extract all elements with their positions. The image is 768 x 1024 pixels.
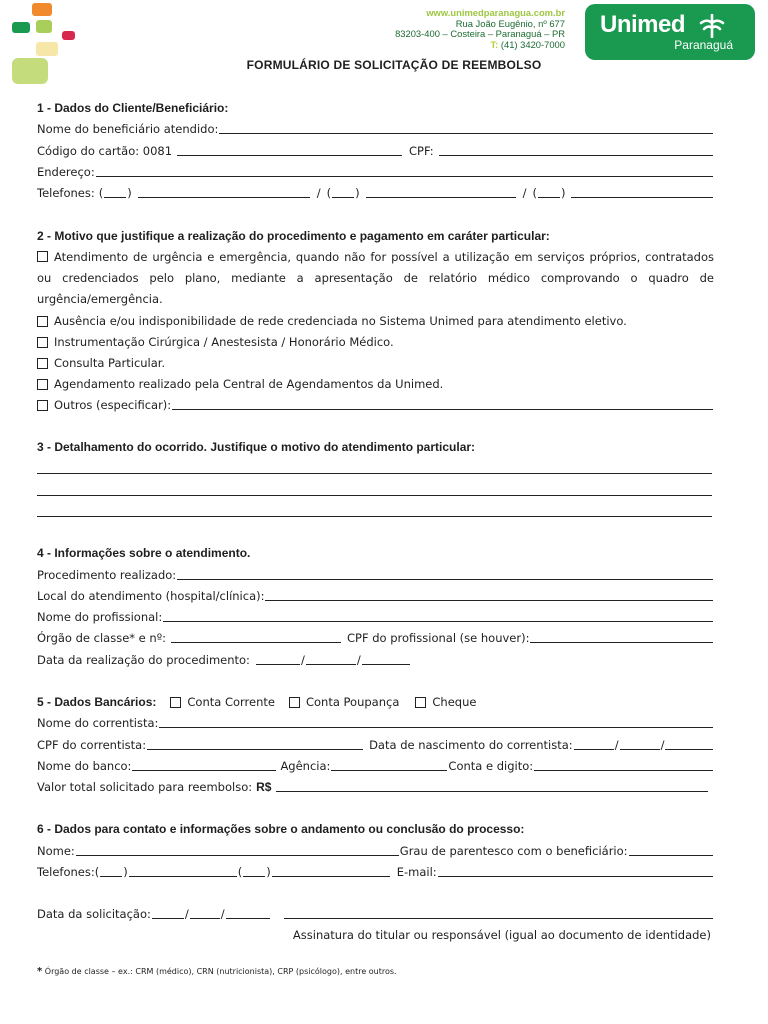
unimed-tree-icon (699, 14, 725, 38)
footnote (37, 966, 397, 977)
professional-cpf-label: CPF do profissional (se houver): (347, 631, 530, 645)
reason-5-label: Agendamento realizado pela Central de Agendamentos da Unimed. (54, 377, 444, 391)
request-date-row (37, 907, 714, 921)
paren-open: ( (237, 865, 243, 879)
holder-cpf-birth-row (37, 738, 714, 752)
phones-label: Telefones: (37, 186, 95, 200)
slash: / (660, 738, 665, 752)
details-line-2[interactable] (37, 495, 712, 496)
professional-row (37, 610, 714, 624)
reason-other-field[interactable] (172, 399, 713, 410)
bank-details-row (37, 759, 714, 773)
contact-name-row (37, 844, 714, 858)
section-2-title: 2 - Motivo que justifique a realização do procedimento e pagamento em caráter particular: (37, 229, 550, 243)
header-phone: (41) 3420-7000 (500, 38, 565, 50)
section-1-heading (37, 101, 714, 115)
phone2-ddd-field[interactable] (332, 187, 354, 198)
account-savings-checkbox[interactable] (289, 697, 300, 708)
slash: / (356, 653, 361, 667)
phone1-ddd-field[interactable] (104, 187, 126, 198)
reason-option-3 (37, 335, 714, 349)
reason-2-checkbox[interactable] (37, 316, 48, 327)
phone-label: T: (490, 38, 499, 50)
reason-3-checkbox[interactable] (37, 337, 48, 348)
logo-name: Unimed (600, 11, 686, 38)
decorative-square-green (12, 22, 30, 33)
decorative-square-red (62, 31, 75, 40)
account-holder-row (37, 716, 714, 730)
phone2-field[interactable] (366, 187, 516, 198)
location-row (37, 589, 714, 603)
email-field[interactable] (438, 866, 713, 877)
phones-row (37, 186, 714, 200)
form-title: FORMULÁRIO DE SOLICITAÇÃO DE REEMBOLSO (246, 58, 542, 72)
paren-open: ( (532, 186, 537, 200)
amount-row (37, 780, 714, 794)
account-savings-label: Conta Poupança (305, 695, 400, 709)
agency-label: Agência: (280, 759, 331, 773)
footnote-text: Órgão de classe – ex.: CRM (médico), CRN (nutricionista), CRP (psicólogo), entre outros. (44, 967, 397, 976)
contact-phone-row (37, 865, 714, 879)
account-number-field[interactable] (534, 760, 713, 771)
paren-close: ) (123, 865, 128, 879)
reason-option-5 (37, 377, 714, 391)
card-cpf-row (37, 144, 714, 158)
reason-option-6 (37, 398, 714, 412)
section-2-heading (37, 229, 714, 243)
section-3-heading (37, 440, 714, 454)
contact-name-field[interactable] (76, 845, 399, 856)
reason-option-2 (37, 314, 714, 328)
professional-cpf-field[interactable] (530, 632, 713, 643)
location-field[interactable] (265, 590, 713, 601)
procedure-field[interactable] (177, 569, 713, 580)
procedure-row (37, 568, 714, 582)
reason-3-label: Instrumentação Cirúrgica / Anestesista / Honorário Médico. (54, 335, 394, 349)
details-line-1[interactable] (37, 473, 712, 474)
paren-close: ) (560, 186, 566, 200)
procedure-date-label: Data da realização do procedimento: (37, 653, 250, 667)
reason-6-checkbox[interactable] (37, 400, 48, 411)
beneficiary-name-label: Nome do beneficiário atendido: (37, 122, 219, 136)
slash: / (614, 738, 619, 752)
procedure-label: Procedimento realizado: (37, 568, 177, 582)
address-label: Endereço: (37, 165, 95, 179)
decorative-square-orange (32, 3, 52, 16)
request-month-field[interactable] (190, 908, 220, 919)
header-address-1: Rua João Eugênio, nº 677 (455, 17, 565, 29)
slash: / (184, 907, 189, 921)
holder-birth-label: Data de nascimento do correntista: (369, 738, 573, 752)
decorative-square-cream (36, 42, 58, 56)
section-3-title: 3 - Detalhamento do ocorrido. Justifique o motivo do atendimento particular: (37, 440, 476, 454)
contact-phones-label: Telefones: (37, 865, 95, 879)
location-label: Local do atendimento (hospital/clínica): (37, 589, 265, 603)
section-1-title: 1 - Dados do Cliente/Beneficiário: (37, 101, 229, 115)
council-row (37, 631, 714, 645)
birth-day-field[interactable] (574, 739, 614, 750)
holder-cpf-field[interactable] (147, 739, 363, 750)
logo-city: Paranaguá (674, 38, 733, 52)
unimed-logo (585, 4, 755, 60)
contact-phone1-field[interactable] (129, 866, 237, 877)
account-number-label: Conta e digito: (448, 759, 534, 773)
account-holder-label: Nome do correntista: (37, 716, 159, 730)
section-6-heading (37, 822, 714, 836)
professional-field[interactable] (163, 611, 713, 622)
card-code-field[interactable] (177, 145, 402, 156)
contact-name-label: Nome: (37, 844, 75, 858)
decorative-square-lightgreen (36, 20, 52, 33)
council-label: Órgão de classe* e nº: (37, 631, 166, 645)
paren-open: ( (326, 186, 332, 200)
reason-5-checkbox[interactable] (37, 379, 48, 390)
header-address-2: 83203-400 – Costeira – Paranaguá – PR (395, 28, 565, 39)
account-holder-field[interactable] (159, 717, 713, 728)
amount-label: Valor total solicitado para reembolso: (37, 780, 253, 794)
account-checking-checkbox[interactable] (170, 697, 181, 708)
procedure-date-row (37, 653, 714, 667)
section-4-heading (37, 546, 714, 560)
request-day-field[interactable] (152, 908, 184, 919)
agency-field[interactable] (331, 760, 447, 771)
currency-symbol: R$ (256, 780, 272, 794)
details-line-3[interactable] (37, 516, 712, 517)
paren-close: ) (127, 186, 132, 200)
address-field[interactable] (96, 166, 713, 177)
beneficiary-name-row (37, 122, 714, 136)
procedure-day-field[interactable] (256, 654, 300, 665)
amount-field[interactable] (276, 781, 708, 792)
section-6-title: 6 - Dados para contato e informações sobre o andamento ou conclusão do processo: (37, 822, 525, 836)
address-row (37, 165, 714, 179)
cheque-label: Cheque (432, 695, 477, 709)
slash: / (300, 653, 305, 667)
section-4-title: 4 - Informações sobre o atendimento. (37, 546, 251, 560)
request-year-field[interactable] (226, 908, 270, 919)
birth-month-field[interactable] (620, 739, 660, 750)
phone3-ddd-field[interactable] (538, 187, 560, 198)
footnote-star: * (37, 966, 43, 977)
contact-phone1-ddd-field[interactable] (100, 866, 122, 877)
header-url[interactable]: www.unimedparanagua.com.br (426, 7, 565, 18)
cpf-field[interactable] (439, 145, 713, 156)
section-5-title: 5 - Dados Bancários: (37, 695, 157, 709)
contact-phone2-ddd-field[interactable] (243, 866, 265, 877)
card-code-label: Código do cartão: 0081 (37, 144, 173, 158)
request-date-label: Data da solicitação: (37, 907, 151, 921)
birth-year-field[interactable] (665, 739, 713, 750)
signature-field[interactable] (284, 908, 713, 919)
account-checking-label: Conta Corrente (187, 695, 275, 709)
reason-6-label: Outros (especificar): (54, 398, 172, 412)
slash: / (316, 186, 321, 200)
email-label: E-mail: (396, 865, 437, 879)
phone1-field[interactable] (138, 187, 310, 198)
paren-open: ( (98, 186, 104, 200)
cheque-checkbox[interactable] (415, 697, 426, 708)
reason-2-label: Ausência e/ou indisponibilidade de rede credenciada no Sistema Unimed para atendimento eletivo. (54, 314, 627, 328)
reason-option-4 (37, 356, 714, 370)
header-phone-line (395, 40, 565, 51)
procedure-month-field[interactable] (306, 654, 356, 665)
bank-heading-row (37, 695, 714, 709)
professional-label: Nome do profissional: (37, 610, 163, 624)
reason-1-label: Atendimento de urgência e emergência, quando não for possível a utilização em serviços próprios, contratados ou credenciados pelo plano, mediante a apresentação de relatório médico comprovando o quadro de urgência/emergência. (37, 250, 714, 306)
slash: / (220, 907, 225, 921)
reason-4-label: Consulta Particular. (54, 356, 166, 370)
bank-name-field[interactable] (132, 760, 276, 771)
holder-cpf-label: CPF do correntista: (37, 738, 147, 752)
contact-phone2-field[interactable] (272, 866, 390, 877)
paren-close: ) (355, 186, 360, 200)
paren-close: ) (266, 865, 271, 879)
cpf-label: CPF: (409, 144, 434, 158)
council-field[interactable] (171, 632, 341, 643)
procedure-year-field[interactable] (362, 654, 410, 665)
bank-name-label: Nome do banco: (37, 759, 132, 773)
reason-4-checkbox[interactable] (37, 358, 48, 369)
phone3-field[interactable] (571, 187, 713, 198)
beneficiary-name-field[interactable] (219, 123, 713, 134)
header-contact (395, 8, 565, 50)
kinship-field[interactable] (629, 845, 713, 856)
slash: / (522, 186, 527, 200)
kinship-label: Grau de parentesco com o beneficiário: (399, 844, 628, 858)
reason-1-checkbox[interactable] (37, 251, 48, 262)
reason-option-1 (37, 247, 714, 310)
paren-open: ( (94, 865, 100, 879)
signature-caption: Assinatura do titular ou responsável (igual ao documento de identidade) (292, 928, 711, 942)
